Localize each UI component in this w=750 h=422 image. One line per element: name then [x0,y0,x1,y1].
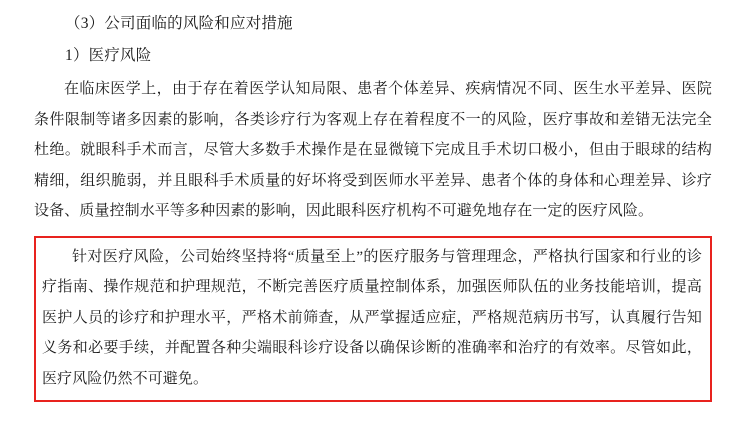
body-paragraph-1: 在临床医学上，由于存在着医学认知局限、患者个体差异、疾病情况不同、医生水平差异、医院条件限制等诸多因素的影响，各类诊疗行为客观上存在着程度不一的风险，医疗事故和差错无法完全杜绝。就眼科手术而言，尽管大多数手术操作是在显微镜下完成且手术切口极小，但由于眼球的结构精细，组织脆弱，并且眼科手术质量的好坏将受到医师水平差异、患者个体的身体和心理差异、诊疗设备、质量控制水平等多种因素的影响，因此眼科医疗机构不可避免地存在一定的医疗风险。 [34,81,712,219]
section-heading: （3）公司面临的风险和应对措施 [65,15,293,32]
highlight-box [34,236,712,403]
subsection-heading: 1）医疗风险 [65,47,152,64]
highlighted-paragraph: 针对医疗风险，公司始终坚持将“质量至上”的医疗服务与管理理念，严格执行国家和行业的诊疗指南、操作规范和护理规范，不断完善医疗质量控制体系，加强医师队伍的业务技能培训，提高医护人员的诊疗和护理水平，严格术前筛查，从严掌握适应症，严格规范病历书写，认真履行告知义务和必要手续，并配置各种尖端眼科诊疗设备以确保诊断的准确率和治疗的有效率。尽管如此，医疗风险仍然不可避免。 [42,248,702,387]
